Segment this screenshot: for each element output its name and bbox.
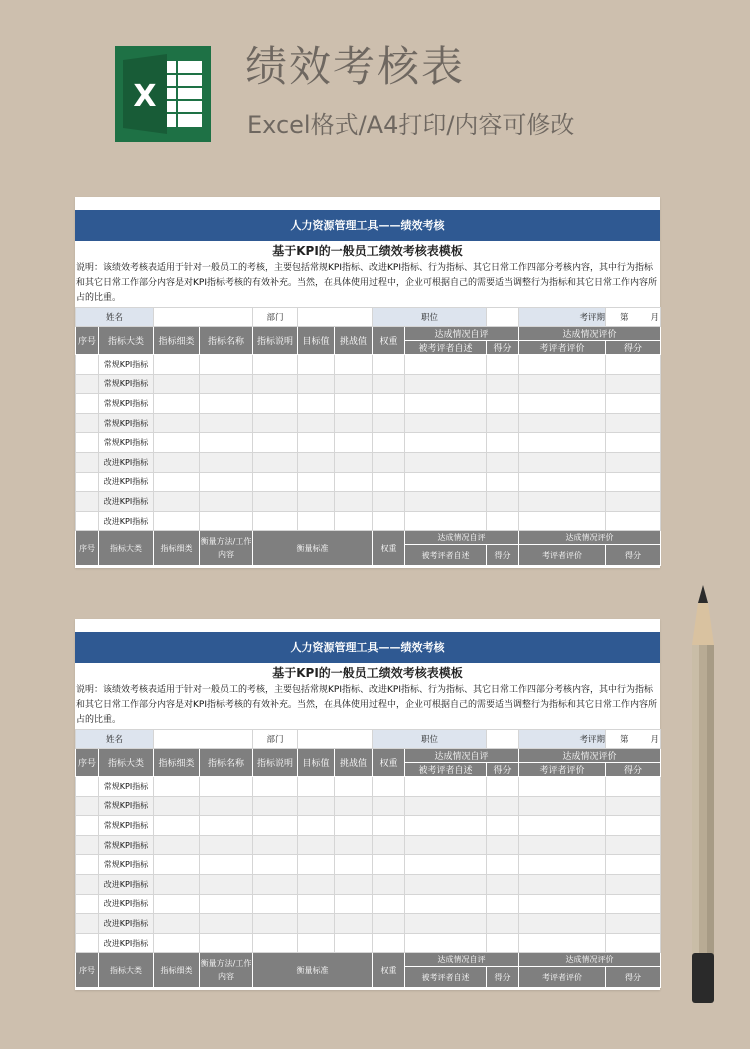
col-indicator-desc: 指标说明 bbox=[253, 749, 298, 777]
table-row bbox=[76, 816, 661, 836]
foot-self-eval: 达成情况自评 bbox=[405, 953, 519, 967]
excel-icon-letter: X bbox=[133, 79, 157, 114]
col-eval: 达成情况评价 bbox=[519, 327, 661, 341]
sheet-title-bar: 人力资源管理工具——绩效考核 bbox=[75, 210, 660, 241]
position-label: 职位 bbox=[373, 308, 487, 327]
sheet-subtitle: 基于KPI的一般员工绩效考核表模板 bbox=[272, 244, 463, 258]
table-body bbox=[76, 355, 661, 531]
row-category[interactable]: 常规KPI指标 bbox=[99, 355, 154, 375]
col-seq: 序号 bbox=[76, 749, 99, 777]
col-eval-desc: 考评者评价 bbox=[519, 763, 606, 777]
col-indicator-desc: 指标说明 bbox=[253, 327, 298, 355]
col-indicator-name: 指标名称 bbox=[200, 749, 253, 777]
dept-label: 部门 bbox=[253, 730, 298, 749]
name-label: 姓名 bbox=[76, 308, 154, 327]
row-category[interactable]: 改进KPI指标 bbox=[99, 472, 154, 492]
foot-method: 衡量方法/工作内容 bbox=[200, 531, 253, 566]
row-category[interactable]: 常规KPI指标 bbox=[99, 433, 154, 453]
table-row bbox=[76, 394, 661, 414]
row-category[interactable]: 改进KPI指标 bbox=[99, 511, 154, 531]
table-row bbox=[76, 933, 661, 953]
table-row bbox=[76, 413, 661, 433]
name-value[interactable] bbox=[154, 308, 253, 327]
table-row bbox=[76, 472, 661, 492]
dept-value[interactable] bbox=[298, 730, 373, 749]
period-label: 考评期 bbox=[519, 308, 606, 327]
row-category[interactable]: 常规KPI指标 bbox=[99, 777, 154, 797]
page-title: 绩效考核表 bbox=[245, 42, 466, 91]
info-row bbox=[76, 308, 661, 327]
foot-standard: 衡量标准 bbox=[253, 953, 373, 988]
col-challenge: 挑战值 bbox=[335, 749, 373, 777]
kpi-table bbox=[75, 729, 661, 988]
foot-category: 指标大类 bbox=[99, 531, 154, 566]
table-row bbox=[76, 894, 661, 914]
foot-eval-desc: 考评者评价 bbox=[519, 545, 606, 566]
table-row bbox=[76, 374, 661, 394]
page-subtitle: Excel格式/A4打印/内容可修改 bbox=[247, 111, 575, 139]
table-row bbox=[76, 874, 661, 894]
col-self-desc: 被考评者自述 bbox=[405, 763, 487, 777]
dept-label: 部门 bbox=[253, 308, 298, 327]
period-value[interactable] bbox=[606, 730, 661, 749]
position-value[interactable] bbox=[487, 730, 519, 749]
col-category: 指标大类 bbox=[99, 749, 154, 777]
foot-eval-score: 得分 bbox=[606, 545, 661, 566]
sheet-1 bbox=[75, 197, 660, 568]
foot-self-desc: 被考评者自述 bbox=[405, 967, 487, 988]
table-row bbox=[76, 511, 661, 531]
table-row bbox=[76, 355, 661, 375]
header-row-1 bbox=[76, 749, 661, 763]
table-row bbox=[76, 855, 661, 875]
col-target: 目标值 bbox=[298, 749, 335, 777]
period-value[interactable] bbox=[606, 308, 661, 327]
header-row-1 bbox=[76, 327, 661, 341]
row-category[interactable]: 改进KPI指标 bbox=[99, 492, 154, 512]
row-category[interactable]: 常规KPI指标 bbox=[99, 835, 154, 855]
col-indicator-name: 指标名称 bbox=[200, 327, 253, 355]
col-category: 指标大类 bbox=[99, 327, 154, 355]
page-header bbox=[0, 0, 750, 160]
dept-value[interactable] bbox=[298, 308, 373, 327]
row-category[interactable]: 常规KPI指标 bbox=[99, 855, 154, 875]
col-seq: 序号 bbox=[76, 327, 99, 355]
foot-self-score: 得分 bbox=[487, 545, 519, 566]
col-eval-score: 得分 bbox=[606, 341, 661, 355]
table-row bbox=[76, 914, 661, 934]
table-row bbox=[76, 492, 661, 512]
table-row bbox=[76, 796, 661, 816]
foot-self-desc: 被考评者自述 bbox=[405, 545, 487, 566]
excel-icon bbox=[115, 46, 211, 142]
row-category[interactable]: 常规KPI指标 bbox=[99, 413, 154, 433]
col-challenge: 挑战值 bbox=[335, 327, 373, 355]
table-body bbox=[76, 777, 661, 953]
foot-weight: 权重 bbox=[373, 953, 405, 988]
foot-subcategory: 指标细类 bbox=[154, 531, 200, 566]
col-self-score: 得分 bbox=[487, 763, 519, 777]
table-row bbox=[76, 433, 661, 453]
row-category[interactable]: 常规KPI指标 bbox=[99, 374, 154, 394]
period-di: 第 bbox=[620, 313, 629, 323]
row-category[interactable]: 常规KPI指标 bbox=[99, 816, 154, 836]
foot-weight: 权重 bbox=[373, 531, 405, 566]
period-month: 月 bbox=[650, 313, 660, 323]
col-eval-desc: 考评者评价 bbox=[519, 341, 606, 355]
col-weight: 权重 bbox=[373, 327, 405, 355]
table-row bbox=[76, 835, 661, 855]
col-weight: 权重 bbox=[373, 749, 405, 777]
foot-subcategory: 指标细类 bbox=[154, 953, 200, 988]
footer-row-1 bbox=[76, 953, 661, 967]
foot-standard: 衡量标准 bbox=[253, 531, 373, 566]
period-label: 考评期 bbox=[519, 730, 606, 749]
footer-row-1 bbox=[76, 531, 661, 545]
col-target: 目标值 bbox=[298, 327, 335, 355]
row-category[interactable]: 常规KPI指标 bbox=[99, 796, 154, 816]
table-row bbox=[76, 777, 661, 797]
position-value[interactable] bbox=[487, 308, 519, 327]
col-self-desc: 被考评者自述 bbox=[405, 341, 487, 355]
row-category[interactable]: 改进KPI指标 bbox=[99, 914, 154, 934]
foot-self-score: 得分 bbox=[487, 967, 519, 988]
foot-eval-desc: 考评者评价 bbox=[519, 967, 606, 988]
sheet-description: 说明：该绩效考核表适用于针对一般员工的考核，主要包括常规KPI指标、改进KPI指标、行为指标、其它日常工作四部分考核内容，其中行为指标和其它日常工作部分内容是对KPI指标考核的有效补充。当然，在具体使用过程中，企业可根据自己的需要适当调整行为指标和其它日常工作内容所占的比重。 bbox=[76, 263, 657, 303]
col-self-score: 得分 bbox=[487, 341, 519, 355]
period-month: 月 bbox=[650, 735, 660, 745]
name-value[interactable] bbox=[154, 730, 253, 749]
row-category[interactable]: 改进KPI指标 bbox=[99, 894, 154, 914]
position-label: 职位 bbox=[373, 730, 487, 749]
kpi-table bbox=[75, 307, 661, 566]
foot-eval: 达成情况评价 bbox=[519, 953, 661, 967]
sheet-2 bbox=[75, 619, 660, 990]
foot-seq: 序号 bbox=[76, 531, 99, 566]
table-row bbox=[76, 452, 661, 472]
col-eval-score: 得分 bbox=[606, 763, 661, 777]
foot-method: 衡量方法/工作内容 bbox=[200, 953, 253, 988]
foot-eval-score: 得分 bbox=[606, 967, 661, 988]
foot-eval: 达成情况评价 bbox=[519, 531, 661, 545]
row-category[interactable]: 改进KPI指标 bbox=[99, 874, 154, 894]
row-category[interactable]: 改进KPI指标 bbox=[99, 452, 154, 472]
row-category[interactable]: 改进KPI指标 bbox=[99, 933, 154, 953]
foot-category: 指标大类 bbox=[99, 953, 154, 988]
pencil-image bbox=[688, 585, 718, 1005]
info-row bbox=[76, 730, 661, 749]
col-eval: 达成情况评价 bbox=[519, 749, 661, 763]
col-subcategory: 指标细类 bbox=[154, 327, 200, 355]
period-di: 第 bbox=[620, 735, 629, 745]
col-self-eval: 达成情况自评 bbox=[405, 749, 519, 763]
sheet-title-bar: 人力资源管理工具——绩效考核 bbox=[75, 632, 660, 663]
sheet-description: 说明：该绩效考核表适用于针对一般员工的考核，主要包括常规KPI指标、改进KPI指标、行为指标、其它日常工作四部分考核内容，其中行为指标和其它日常工作部分内容是对KPI指标考核的有效补充。当然，在具体使用过程中，企业可根据自己的需要适当调整行为指标和其它日常工作内容所占的比重。 bbox=[76, 685, 657, 725]
foot-self-eval: 达成情况自评 bbox=[405, 531, 519, 545]
row-category[interactable]: 常规KPI指标 bbox=[99, 394, 154, 414]
foot-seq: 序号 bbox=[76, 953, 99, 988]
name-label: 姓名 bbox=[76, 730, 154, 749]
col-subcategory: 指标细类 bbox=[154, 749, 200, 777]
col-self-eval: 达成情况自评 bbox=[405, 327, 519, 341]
sheet-subtitle: 基于KPI的一般员工绩效考核表模板 bbox=[272, 666, 463, 680]
